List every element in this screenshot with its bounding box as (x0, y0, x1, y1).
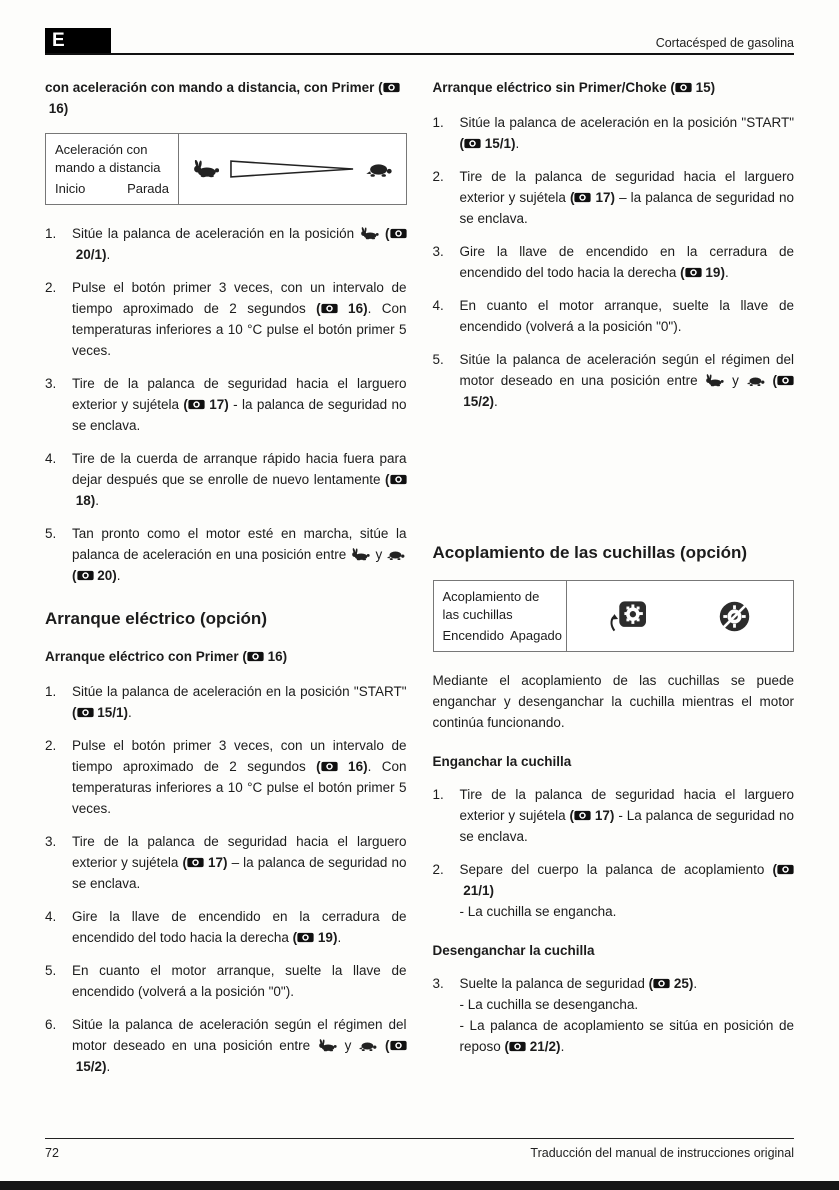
list-number: 2. (45, 280, 57, 295)
list-number: 5. (45, 963, 57, 978)
rabbit-icon (317, 1039, 338, 1052)
list-item (433, 241, 795, 283)
camera-icon (685, 267, 702, 278)
start-stop-labels (55, 180, 169, 198)
list-number: 1. (45, 684, 57, 699)
list-number: 3. (45, 376, 57, 391)
figure-reference: ( 20) (72, 568, 117, 583)
engage-blade-heading: Enganchar la cuchilla (432, 754, 572, 769)
throttle-spec-box (45, 133, 407, 205)
turtle-icon (358, 1040, 378, 1052)
right-column (433, 77, 795, 1089)
engage-blade-steps (433, 784, 795, 922)
list-text: En cuanto el motor arranque, suelte la llave de encendido (volverá a la posición "0"). (72, 963, 407, 999)
camera-icon (297, 932, 314, 943)
figure-reference: ( 20/1) (72, 226, 407, 262)
language-letter: E (52, 29, 65, 51)
turtle-icon (746, 375, 766, 387)
camera-icon (390, 228, 407, 239)
footer-note: Traducción del manual de instrucciones original (530, 1146, 794, 1160)
figure-reference: ( 21/1) (460, 862, 795, 898)
figure-reference: ( 19) (680, 265, 725, 280)
list-number: 2. (432, 862, 444, 877)
figure-reference: ( 18) (72, 472, 407, 508)
list-item (45, 906, 407, 948)
figure-reference: ( 15/2) (460, 373, 795, 409)
list-text: En cuanto el motor arranque, suelte la llave de encendido (volverá a la posición "0"). (459, 298, 794, 334)
blade-engage-icon (609, 599, 649, 633)
figure-reference: ( 21/2) (504, 1039, 561, 1054)
camera-icon (777, 864, 794, 875)
figure-reference: ( 15/1) (72, 705, 129, 720)
blade-coupling-paragraph: Mediante el acoplamiento de las cuchillas se puede enganchar y desenganchar la cuchilla mientras el motor continúa funcionando. (432, 673, 794, 730)
camera-icon (464, 138, 481, 149)
list-item (45, 735, 407, 819)
throttle-spec-icon-cell (179, 134, 406, 204)
list-item (433, 166, 795, 229)
turtle-icon (365, 161, 394, 178)
rabbit-icon (359, 227, 380, 240)
language-tab-badge (45, 28, 111, 53)
bottom-edge-bar (0, 1181, 839, 1190)
rabbit-icon (350, 548, 371, 561)
list-item (45, 277, 407, 361)
camera-icon (188, 399, 205, 410)
camera-icon (77, 570, 94, 581)
list-text: Pulse el botón primer 3 veces, con un intervalo de tiempo aproximado de 2 segundos ( 16). Con temperaturas inferiores a 10 °C pulse el botón primer 5 veces. (72, 280, 407, 358)
disengage-blade-steps (433, 973, 795, 1057)
page-footer (45, 1138, 794, 1160)
figure-reference: ( 17) (569, 190, 616, 205)
list-text: Tire de la palanca de seguridad hacia el larguero exterior y sujétela ( 17) – la palanca de seguridad no se enclava. (459, 169, 795, 226)
disengage-blade-heading: Desenganchar la cuchilla (432, 943, 595, 958)
spec-line-1: Acoplamiento de (442, 589, 540, 604)
list-item (45, 960, 407, 1002)
list-number: 2. (45, 738, 57, 753)
electric-start-no-primer-steps (433, 112, 795, 412)
electric-start-no-primer-heading: Arranque eléctrico sin Primer/Choke ( 15) (432, 80, 716, 95)
list-item (45, 831, 407, 894)
list-number: 4. (45, 909, 57, 924)
two-column-layout (45, 77, 794, 1089)
blade-coupling-section-heading: Acoplamiento de las cuchillas (opción) (432, 543, 748, 562)
figure-reference: ( 16) (242, 649, 288, 664)
figure-reference: ( 15/1) (459, 136, 516, 151)
remote-throttle-steps (45, 223, 407, 586)
camera-icon (777, 375, 794, 386)
camera-icon (77, 707, 94, 718)
list-number: 1. (45, 226, 57, 241)
list-number: 4. (45, 451, 57, 466)
figure-reference: ( 16) (316, 301, 368, 316)
list-number: 3. (432, 244, 444, 259)
list-text: Pulse el botón primer 3 veces, con un intervalo de tiempo aproximado de 2 segundos ( 16). Con temperaturas inferiores a 10 °C pulse el botón primer 5 veces. (72, 738, 407, 816)
electric-start-primer-steps (45, 681, 407, 1077)
camera-icon (574, 192, 591, 203)
camera-icon (187, 857, 204, 868)
list-text: Gire la llave de encendido en la cerradura de encendido del todo hacia la derecha ( 19). (72, 909, 407, 945)
blade-coupling-spec-box (433, 580, 795, 652)
figure-reference: ( 17) (182, 855, 228, 870)
figure-reference: ( 19) (292, 930, 338, 945)
list-text: Tire de la cuerda de arranque rápido hacia fuera para dejar después que se enrolle de nuevo lentamente ( 18). (72, 451, 407, 508)
list-item (45, 373, 407, 436)
list-item (433, 295, 795, 337)
figure-reference: ( 15) (670, 80, 716, 95)
throttle-spec-label-cell (46, 134, 179, 204)
turtle-icon (386, 549, 406, 561)
off-label: Apagado (509, 628, 563, 643)
list-text: Sitúe la palanca de aceleración según el régimen del motor deseado en una posición entre y ( 15/2). (72, 1017, 407, 1074)
list-item (433, 112, 795, 154)
remote-throttle-heading: con aceleración con mando a distancia, con Primer ( 16) (45, 77, 407, 119)
camera-icon (675, 82, 692, 93)
spec-line-2: las cuchillas (442, 607, 513, 622)
list-number: 2. (432, 169, 444, 184)
list-text: Gire la llave de encendido en la cerradura de encendido del todo hacia la derecha ( 19). (459, 244, 794, 280)
blade-coupling-icon-cell (567, 581, 794, 651)
figure-reference: ( 15/2) (72, 1038, 407, 1074)
rabbit-icon (191, 160, 221, 178)
camera-icon (383, 82, 400, 93)
speed-wedge-icon (229, 158, 357, 180)
camera-icon (390, 474, 407, 485)
list-text: Tan pronto como el motor esté en marcha, sitúe la palanca de aceleración en una posición entre y ( 20). (72, 526, 407, 583)
camera-icon (321, 303, 338, 314)
camera-icon (509, 1041, 526, 1052)
header-title: Cortacésped de gasolina (655, 36, 794, 50)
electric-start-primer-heading: Arranque eléctrico con Primer ( 16) (45, 649, 288, 664)
list-number: 1. (432, 787, 444, 802)
figure-reference: ( 25) (648, 976, 694, 991)
blade-disengage-icon (718, 600, 751, 633)
camera-icon (321, 761, 338, 772)
stop-label: Parada (127, 181, 169, 196)
list-item (45, 223, 407, 265)
on-label: Encendido (442, 628, 504, 643)
camera-icon (390, 1040, 407, 1051)
list-item (45, 1014, 407, 1077)
figure-reference: ( 16) (316, 759, 368, 774)
list-text: Tire de la palanca de seguridad hacia el larguero exterior y sujétela ( 17) - La palanca de seguridad no se enclava. (459, 787, 794, 844)
rabbit-icon (704, 374, 725, 387)
list-item (45, 523, 407, 586)
electric-start-section-heading: Arranque eléctrico (opción) (45, 609, 267, 628)
list-item (45, 448, 407, 511)
list-text: Suelte la palanca de seguridad ( 25). - La cuchilla se desengancha. - La palanca de acoplamiento se sitúa en posición de reposo ( 21/2). (459, 976, 794, 1054)
list-number: 3. (432, 976, 444, 991)
list-text: Separe del cuerpo la palanca de acoplamiento ( 21/1) - La cuchilla se engancha. (460, 859, 795, 922)
spec-line-1: Aceleración con (55, 142, 148, 157)
figure-reference: ( 16) (45, 80, 400, 116)
list-item (433, 859, 795, 922)
list-text: Sitúe la palanca de aceleración en la posición "START" ( 15/1). (459, 115, 794, 151)
blade-coupling-label-cell (434, 581, 567, 651)
list-text: Tire de la palanca de seguridad hacia el larguero exterior y sujétela ( 17) - la palanca de seguridad no se enclava. (72, 376, 407, 433)
camera-icon (247, 651, 264, 662)
list-number: 1. (432, 115, 444, 130)
list-number: 5. (45, 526, 57, 541)
on-off-labels (442, 627, 563, 645)
list-number: 5. (432, 352, 444, 367)
list-text: Sitúe la palanca de aceleración según el régimen del motor deseado en una posición entre y ( 15/2). (459, 352, 794, 409)
list-item (45, 681, 407, 723)
camera-icon (574, 810, 591, 821)
camera-icon (653, 978, 670, 989)
start-label: Inicio (55, 181, 86, 196)
list-text: Sitúe la palanca de aceleración en la posición "START" ( 15/1). (72, 684, 407, 720)
spec-line-2: mando a distancia (55, 160, 161, 175)
list-text: Tire de la palanca de seguridad hacia el larguero exterior y sujétela ( 17) – la palanca de seguridad no se enclava. (72, 834, 407, 891)
list-number: 3. (45, 834, 57, 849)
list-text: Sitúe la palanca de aceleración en la posición ( 20/1). (72, 223, 407, 265)
list-number: 4. (432, 298, 444, 313)
figure-reference: ( 17) (183, 397, 229, 412)
figure-reference: ( 17) (569, 808, 615, 823)
page-header (45, 28, 794, 55)
left-column (45, 77, 407, 1089)
list-item (433, 784, 795, 847)
list-number: 6. (45, 1017, 57, 1032)
list-item (433, 973, 795, 1057)
list-item (433, 349, 795, 412)
page-number: 72 (45, 1146, 59, 1160)
